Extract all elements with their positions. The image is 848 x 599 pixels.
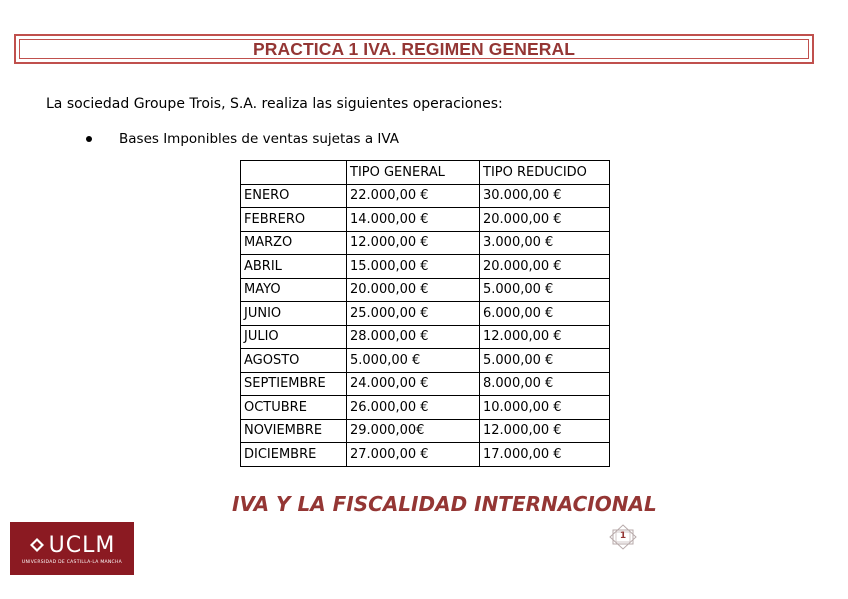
tipo-general-cell: 15.000,00 € [347,255,480,279]
tipo-reducido-cell: 5.000,00 € [480,278,610,302]
month-cell: ABRIL [241,255,347,279]
intro-text: La sociedad Groupe Trois, S.A. realiza las siguientes operaciones: [46,96,503,112]
tipo-reducido-cell: 12.000,00 € [480,325,610,349]
table-row [241,325,610,349]
tipo-general-cell: 5.000,00 € [347,349,480,373]
tipo-general-cell: 24.000,00 € [347,372,480,396]
month-cell: MAYO [241,278,347,302]
month-cell: MARZO [241,231,347,255]
tipo-reducido-cell: 6.000,00 € [480,302,610,326]
tipo-general-cell: 25.000,00 € [347,302,480,326]
page-number-badge [608,524,638,550]
bullet-text: Bases Imponibles de ventas sujetas a IVA [119,131,400,147]
uclm-logo [10,522,134,575]
month-cell: OCTUBRE [241,396,347,420]
table-row [241,278,610,302]
month-cell: NOVIEMBRE [241,419,347,443]
sales-bases-table [240,160,610,467]
table-row [241,372,610,396]
tipo-reducido-cell: 3.000,00 € [480,231,610,255]
tipo-general-cell: 27.000,00 € [347,443,480,467]
page-number: 1 [619,531,627,541]
table-row [241,349,610,373]
bullet-icon [86,136,92,142]
tipo-general-cell: 12.000,00 € [347,231,480,255]
month-cell: DICIEMBRE [241,443,347,467]
footer-title: IVA Y LA FISCALIDAD INTERNACIONAL [232,492,657,516]
tipo-reducido-cell: 8.000,00 € [480,372,610,396]
table-header-cell: TIPO REDUCIDO [480,161,610,185]
table-row [241,396,610,420]
bullet-item [86,131,399,147]
logo-text: UCLM [48,532,116,558]
table-row [241,419,610,443]
table-row [241,231,610,255]
tipo-reducido-cell: 5.000,00 € [480,349,610,373]
table-header-row [241,161,610,185]
table-row [241,302,610,326]
month-cell: JULIO [241,325,347,349]
tipo-reducido-cell: 20.000,00 € [480,208,610,232]
page-title: PRACTICA 1 IVA. REGIMEN GENERAL [252,38,575,59]
table-row [241,255,610,279]
month-cell: ENERO [241,184,347,208]
table-row [241,208,610,232]
logo-main [29,533,116,558]
month-cell: FEBRERO [241,208,347,232]
month-cell: JUNIO [241,302,347,326]
tipo-general-cell: 26.000,00 € [347,396,480,420]
tipo-general-cell: 22.000,00 € [347,184,480,208]
table-header-cell: TIPO GENERAL [347,161,480,185]
table-row [241,443,610,467]
tipo-reducido-cell: 20.000,00 € [480,255,610,279]
table-row [241,184,610,208]
tipo-general-cell: 29.000,00€ [347,419,480,443]
tipo-general-cell: 14.000,00 € [347,208,480,232]
title-box [14,34,814,64]
month-cell: AGOSTO [241,349,347,373]
tipo-reducido-cell: 17.000,00 € [480,443,610,467]
tipo-general-cell: 28.000,00 € [347,325,480,349]
month-cell: SEPTIEMBRE [241,372,347,396]
table-header-cell [241,161,347,185]
tipo-reducido-cell: 30.000,00 € [480,184,610,208]
logo-subtext: UNIVERSIDAD DE CASTILLA-LA MANCHA [21,559,123,565]
tipo-general-cell: 20.000,00 € [347,278,480,302]
diamond-icon [29,537,45,553]
tipo-reducido-cell: 12.000,00 € [480,419,610,443]
tipo-reducido-cell: 10.000,00 € [480,396,610,420]
